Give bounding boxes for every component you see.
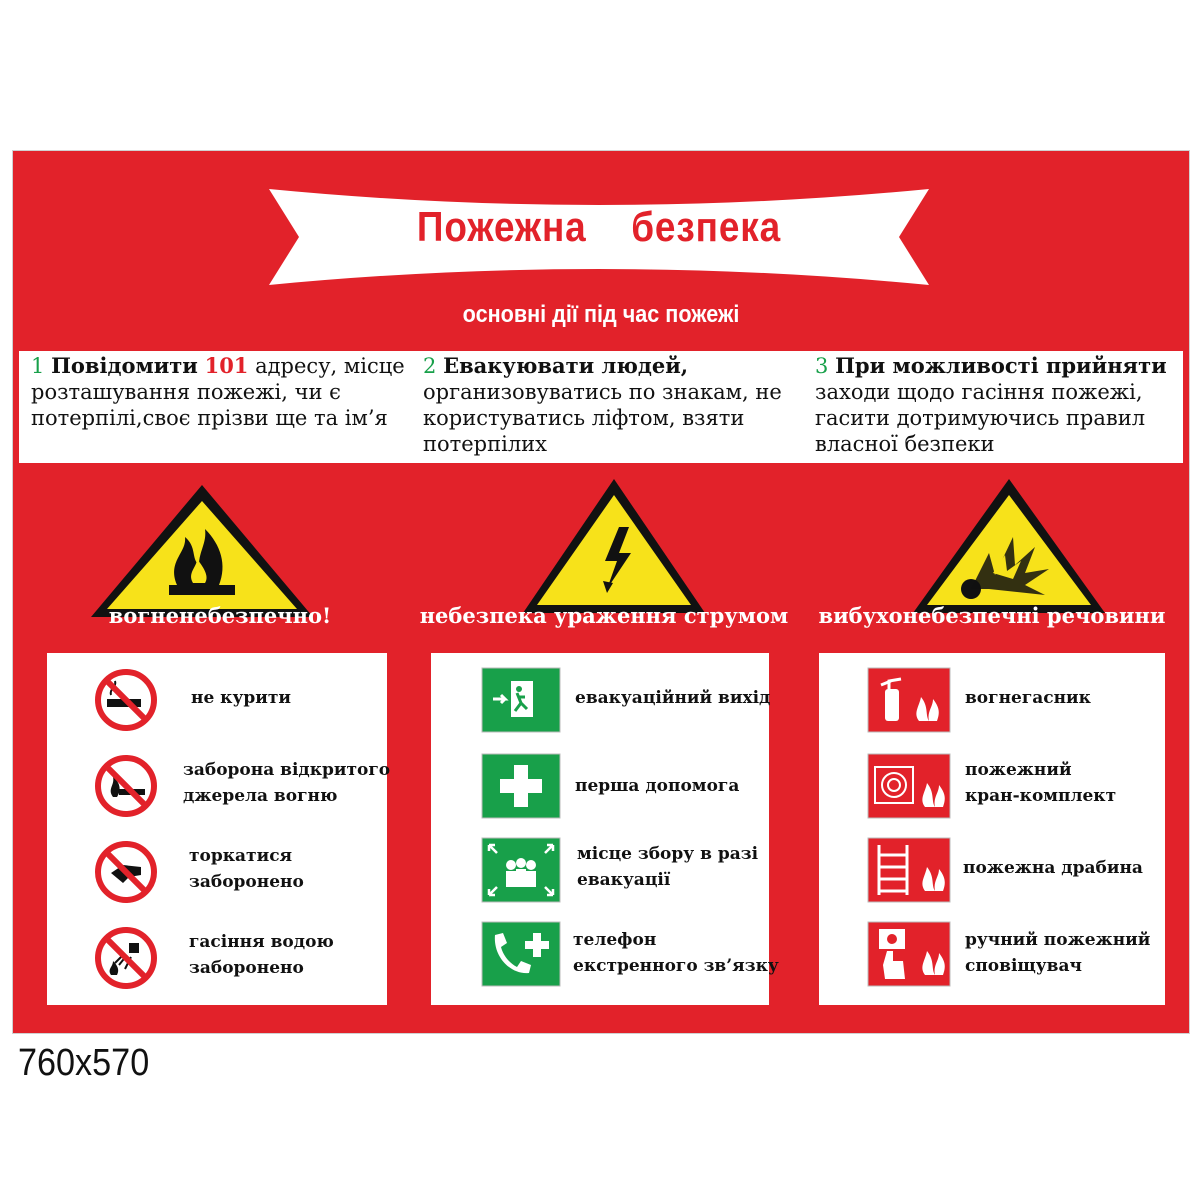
list-item-label: ручний пожежний сповіщувач [965,930,1151,976]
step-heading: Повідомити [51,353,198,378]
list-item-label: евакуаційний вихід [575,688,771,708]
list-item-label: заборона відкритого джерела вогню [183,760,391,806]
step-2 [423,353,808,461]
fire-alarm-button-icon [867,921,951,987]
list-item [819,753,1165,833]
list-item [431,837,769,917]
list-item-label: вогнегасник [965,688,1091,708]
list-item [47,925,387,1005]
list-item [819,667,1165,747]
step-3 [815,353,1181,461]
list-item [819,837,1165,917]
list-item-label: пожежна драбина [963,858,1143,878]
flammable-warning-icon [87,481,317,621]
step-number: 3 [815,354,829,378]
prohibition-signs-panel [47,653,391,1005]
step-heading: Евакуювати людей, [443,353,689,378]
list-item [431,667,769,747]
fire-hose-icon [867,753,951,819]
list-item-label: торкатися заборонено [189,846,304,892]
emergency-number: 101 [204,353,249,378]
evacuation-signs-panel [431,653,779,1005]
first-aid-icon [481,753,561,819]
emergency-phone-icon [481,921,561,987]
list-item [819,921,1165,1001]
steps-strip [19,351,1183,463]
step-1 [31,353,416,461]
poster-size-label: 760x570 [18,1042,150,1084]
poster-subtitle: основні дії під час пожежі [462,301,740,328]
fire-safety-poster [12,150,1190,1034]
electric-shock-warning-icon [519,477,709,617]
explosive-warning-icon [909,477,1109,617]
no-water-extinguishing-icon [93,925,159,991]
warning-label: вогненебезпечно! [108,603,332,628]
list-item-label: перша допомога [575,776,740,796]
fire-extinguisher-icon [867,667,951,733]
list-item-label: місце збору в разі евакуації [577,844,759,890]
list-item-label: гасіння водою заборонено [189,932,334,978]
step-number: 2 [423,354,437,378]
list-item-label: не курити [191,688,291,708]
warning-label: небезпека ураження струмом [419,603,789,628]
list-item [47,667,387,747]
no-smoking-icon [93,667,159,733]
list-item [431,921,779,1001]
list-item-label: пожежний кран-комплект [965,760,1117,806]
do-not-touch-icon [93,839,159,905]
list-item [47,753,391,833]
emergency-exit-icon [481,667,561,733]
step-text: адресу, місце розташування пожежі, чи є потерпілі,своє прізви ще та ім’я [31,354,405,430]
list-item-label: телефон екстренного зв’язку [573,930,779,976]
step-heading: При можливості прийняти [835,353,1167,378]
list-item [431,753,769,833]
no-open-flame-icon [93,753,159,819]
step-text: заходи щодо гасіння пожежі, гасити дотримуючись правил власної безпеки [815,380,1146,456]
poster-title: Пожежна безпека [416,203,782,250]
step-text: организовуватись по знакам, не користуватись ліфтом, взяти потерпілих [423,380,782,456]
step-number: 1 [31,354,45,378]
assembly-point-icon [481,837,561,903]
fire-ladder-icon [867,837,951,903]
fire-equipment-signs-panel [819,653,1165,1005]
list-item [47,839,387,919]
warning-label: вибухонебезпечні речовини [818,603,1166,628]
